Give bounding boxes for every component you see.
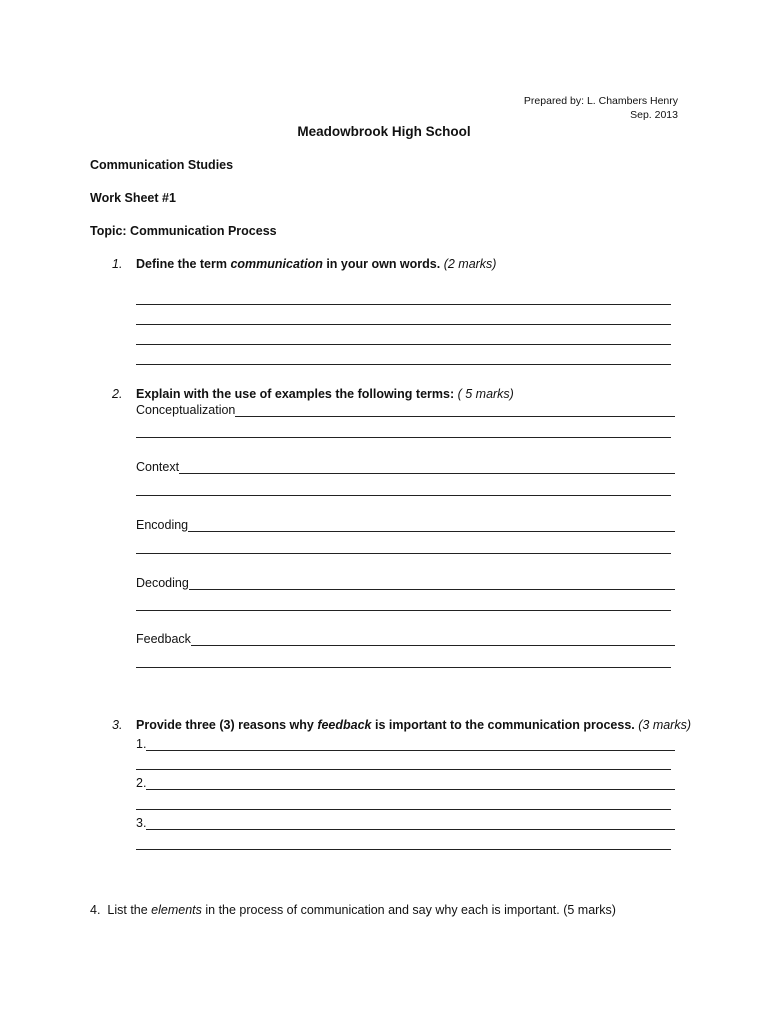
question-3-text-before: Provide three (3) reasons why bbox=[136, 718, 318, 732]
question-3-emphasis: feedback bbox=[317, 718, 372, 732]
question-2-marks: ( 5 marks) bbox=[457, 387, 514, 401]
term-label: Decoding bbox=[136, 576, 189, 590]
answer-line[interactable] bbox=[136, 553, 671, 554]
term-context[interactable] bbox=[136, 460, 675, 474]
answer-line[interactable] bbox=[136, 304, 671, 305]
answer-line[interactable] bbox=[146, 739, 675, 751]
answer-line[interactable] bbox=[179, 462, 675, 474]
answer-line[interactable] bbox=[136, 437, 671, 438]
term-label: Encoding bbox=[136, 518, 189, 532]
question-3-marks: (3 marks) bbox=[638, 718, 692, 732]
topic-heading: Topic: Communication Process bbox=[90, 224, 277, 238]
question-1-emphasis: communication bbox=[230, 257, 323, 271]
reason-2[interactable] bbox=[136, 776, 675, 790]
answer-line[interactable] bbox=[136, 809, 671, 810]
answer-line[interactable] bbox=[136, 610, 671, 611]
term-conceptualization[interactable] bbox=[136, 403, 675, 417]
question-2-number: 2. bbox=[112, 387, 123, 401]
term-label: Feedback bbox=[136, 632, 191, 646]
question-1-marks: (2 marks) bbox=[443, 257, 497, 271]
question-4-text-before: List the bbox=[107, 903, 152, 917]
term-label: Conceptualization bbox=[136, 403, 236, 417]
question-1-number: 1. bbox=[112, 257, 123, 271]
question-3-text bbox=[136, 718, 691, 732]
answer-line[interactable] bbox=[136, 667, 671, 668]
answer-line[interactable] bbox=[235, 405, 675, 417]
answer-line[interactable] bbox=[136, 364, 671, 365]
question-1-text bbox=[136, 257, 496, 271]
school-name: Meadowbrook High School bbox=[297, 124, 471, 139]
question-2-text-main: Explain with the use of examples the following terms: bbox=[136, 387, 458, 401]
term-encoding[interactable] bbox=[136, 518, 675, 532]
answer-line[interactable] bbox=[146, 778, 675, 790]
question-3-text-after: is important to the communication process. bbox=[371, 718, 639, 732]
term-feedback[interactable] bbox=[136, 632, 675, 646]
answer-line[interactable] bbox=[136, 849, 671, 850]
reason-number: 1. bbox=[136, 737, 147, 751]
reason-number: 2. bbox=[136, 776, 147, 790]
prepared-date: Sep. 2013 bbox=[630, 109, 678, 121]
reason-1[interactable] bbox=[136, 737, 675, 751]
question-4-number: 4. bbox=[90, 903, 101, 917]
answer-line[interactable] bbox=[191, 634, 675, 646]
reason-3[interactable] bbox=[136, 816, 675, 830]
question-2-text bbox=[136, 387, 514, 401]
question-4 bbox=[90, 903, 616, 917]
answer-line[interactable] bbox=[136, 495, 671, 496]
worksheet-heading: Work Sheet #1 bbox=[90, 191, 176, 205]
answer-line[interactable] bbox=[146, 818, 675, 830]
subject-heading: Communication Studies bbox=[90, 158, 234, 172]
answer-line[interactable] bbox=[188, 520, 675, 532]
answer-line[interactable] bbox=[136, 344, 671, 345]
question-1-text-before: Define the term bbox=[136, 257, 231, 271]
prepared-by: Prepared by: L. Chambers Henry bbox=[523, 95, 678, 107]
term-label: Context bbox=[136, 460, 180, 474]
question-4-emphasis: elements bbox=[151, 903, 202, 917]
prepared-by-block bbox=[524, 94, 678, 122]
reason-number: 3. bbox=[136, 816, 147, 830]
question-3-number: 3. bbox=[112, 718, 123, 732]
question-4-text-after: in the process of communication and say why each is important. (5 marks) bbox=[201, 903, 616, 917]
question-1-text-after: in your own words. bbox=[322, 257, 444, 271]
answer-line[interactable] bbox=[136, 769, 671, 770]
answer-line[interactable] bbox=[136, 324, 671, 325]
term-decoding[interactable] bbox=[136, 576, 675, 590]
answer-line[interactable] bbox=[189, 578, 675, 590]
